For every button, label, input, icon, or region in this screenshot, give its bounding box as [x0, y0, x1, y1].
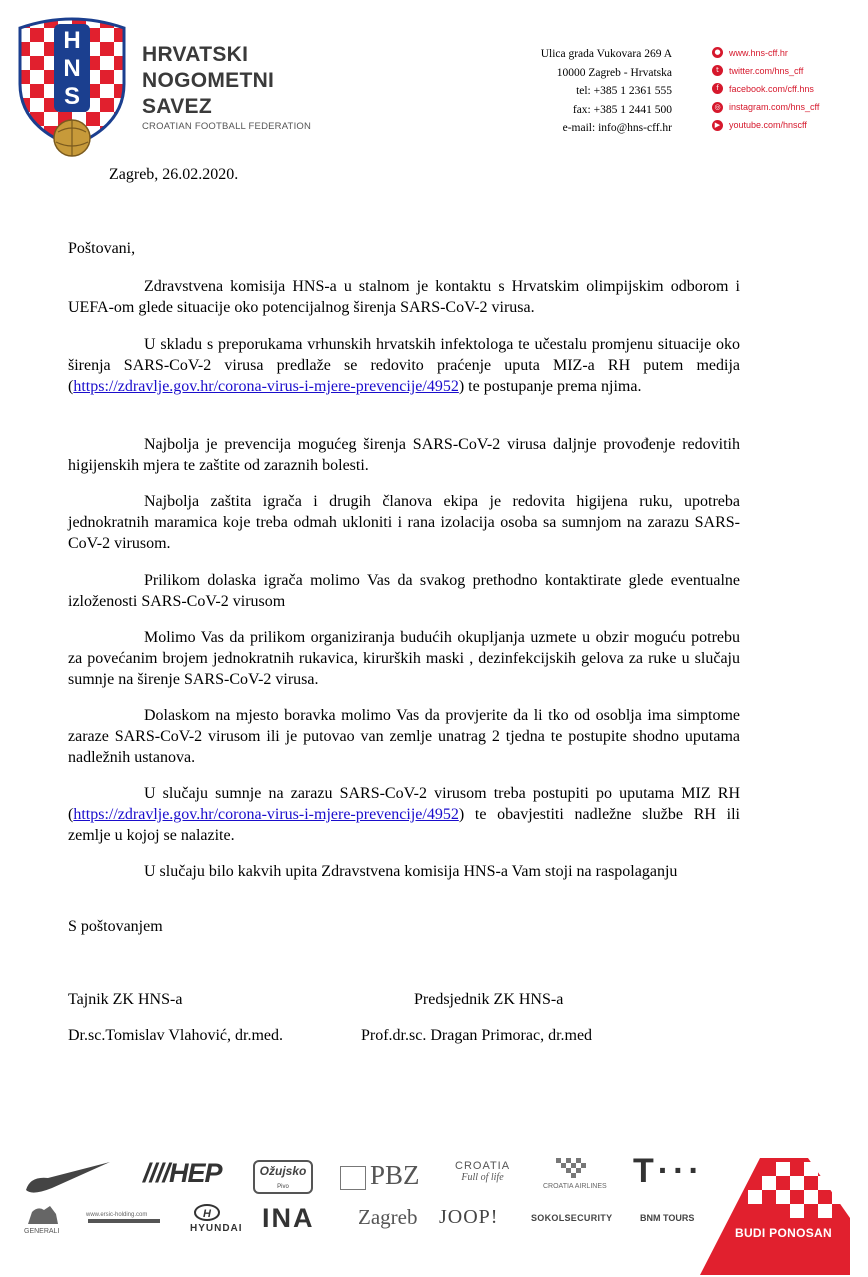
address-email[interactable]: e-mail: info@hns-cff.hr: [562, 122, 672, 134]
croatia-text: CROATIA: [455, 1160, 511, 1172]
paragraph-8-text: U slučaju sumnje na zarazu SARS-CoV-2 virusom treba postupiti po uputama MIZ RH (: [68, 785, 740, 823]
bnm-tours-logo: BNM TOURS: [640, 1213, 695, 1223]
zagreb-logo: Zagreb: [358, 1205, 418, 1229]
signatory-left-title: Tajnik ZK HNS-a: [68, 991, 183, 1008]
paragraph-2: [68, 334, 740, 397]
social-links: [712, 44, 819, 135]
address-street: Ulica grada Vukovara 269 A: [540, 48, 672, 60]
social-link-facebook[interactable]: [712, 80, 819, 97]
prevention-link[interactable]: https://zdravlje.gov.hr/corona-virus-i-mjere-prevencije/4952: [73, 378, 459, 395]
nike-swoosh-logo: [24, 1160, 112, 1194]
paragraph-7: Dolaskom na mjesto boravka molimo Vas da provjerite da li tko od osoblja ima simptome zaraze SARS-CoV-2 virusom ili je putovao van zemlje unatrag 2 tjedna te postupite shodno uputama nadležnih ustanova.: [68, 707, 740, 766]
pbz-text: PBZ: [370, 1160, 420, 1190]
letter-date: Zagreb, 26.02.2020.: [109, 166, 239, 183]
org-name: [142, 42, 274, 120]
instagram-icon: ◎: [712, 102, 723, 113]
budi-ponosan-text: BUDI PONOSAN: [735, 1226, 832, 1240]
pbz-logo: [340, 1160, 420, 1191]
social-link-text[interactable]: facebook.com/cff.hns: [729, 83, 814, 94]
address-tel: tel: +385 1 2361 555: [576, 85, 672, 97]
ozujsko-logo: [253, 1160, 313, 1194]
budi-ponosan-banner: [700, 1158, 850, 1275]
joop-logo: JOOP!: [439, 1206, 499, 1228]
pbz-mark-icon: [340, 1166, 366, 1190]
paragraph-2-text: U skladu s preporukama vrhunskih hrvatskih infektologa te učestalu promjenu situacije oko širenja SARS-CoV-2 virusa predlaže se redovito praćenje uputa MIZ-a RH putem medija (: [68, 336, 740, 395]
social-link-instagram[interactable]: [712, 99, 819, 116]
youtube-icon: ▶: [712, 120, 723, 131]
paragraph-8: [68, 783, 740, 846]
address-fax: fax: +385 1 2441 500: [572, 103, 672, 116]
address-block: [541, 45, 672, 138]
ersic-bar-icon: [88, 1219, 160, 1223]
ina-logo: INA: [262, 1203, 315, 1233]
paragraph-3: Najbolja je prevencija mogućeg širenja SARS-CoV-2 virusa daljnje provođenje redovitih higijenskih mjera te zaštite od zaraznih bolesti.: [68, 436, 740, 474]
social-link-youtube[interactable]: [712, 117, 819, 134]
hyundai-text: HYUNDAI: [190, 1223, 243, 1234]
social-link-text[interactable]: twitter.com/hns_cff: [729, 65, 804, 76]
social-link-twitter[interactable]: [712, 62, 819, 79]
social-link-text[interactable]: instagram.com/hns_cff: [729, 102, 820, 113]
generali-text: GENERALI: [24, 1228, 60, 1235]
ozujsko-text: Ožujsko: [259, 1164, 307, 1178]
logo-letter-h: H: [63, 27, 81, 54]
prevention-link-2[interactable]: https://zdravlje.gov.hr/corona-virus-i-mjere-prevencije/4952: [73, 806, 459, 823]
web-icon: ●: [712, 47, 723, 58]
social-link-web[interactable]: [712, 44, 819, 61]
croatia-tourism-logo: [455, 1160, 510, 1183]
paragraph-9: U slučaju bilo kakvih upita Zdravstvena komisija HNS-a Vam stoji na raspolaganju: [144, 863, 678, 880]
ersic-text: www.ersic-holding.com: [86, 1212, 148, 1218]
hns-logo: [16, 14, 128, 159]
org-name-line: HRVATSKI: [142, 43, 249, 66]
signatory-right-name: Prof.dr.sc. Dragan Primorac, dr.med: [361, 1027, 593, 1044]
paragraph-2-text-end: ) te postupanje prema njima.: [458, 378, 642, 395]
signatory-left-name: Dr.sc.Tomislav Vlahović, dr.med.: [68, 1027, 283, 1044]
croatia-airlines-text: CROATIA AIRLINES: [543, 1183, 607, 1190]
hep-text: HEP: [169, 1158, 222, 1188]
social-link-text[interactable]: youtube.com/hnscff: [729, 120, 807, 131]
telekom-logo: T···: [633, 1152, 704, 1190]
address-city: 10000 Zagreb - Hrvatska: [556, 66, 672, 79]
logo-letter-s: S: [63, 83, 81, 110]
hep-mark-icon: ////: [143, 1158, 170, 1188]
sokol-security-logo: SOKOLSECURITY: [531, 1213, 613, 1223]
hep-logo: [143, 1158, 222, 1189]
letter-closing: S poštovanjem: [68, 918, 163, 935]
croatia-sub-text: Full of life: [461, 1172, 504, 1183]
ozujsko-sub-text: Pivo: [277, 1184, 289, 1190]
paragraph-8-text-end: ) te obavjestiti nadležne službe RH ili zemlje u kojoj se nalazite.: [68, 806, 740, 844]
svg-text:H: H: [203, 1208, 211, 1220]
twitter-icon: t: [712, 65, 723, 76]
signatory-right-title: Predsjednik ZK HNS-a: [414, 991, 564, 1008]
hyundai-emblem-icon: [194, 1204, 220, 1221]
paragraph-1: Zdravstvena komisija HNS-a u stalnom je kontaktu s Hrvatskim olimpijskim odborom i UEFA-om glede situacije oko potencijalnog širenja SARS-CoV-2 virusa.: [68, 278, 740, 316]
org-subtitle: CROATIAN FOOTBALL FEDERATION: [142, 121, 312, 132]
logo-letter-n: N: [63, 55, 81, 82]
paragraph-4: Najbolja zaštita igrača i drugih članova ekipa je redovita higijena ruku, upotreba jednokratnih maramica koje treba odmah ukloniti i rana izolacija osoba sa sumnjom na zarazu SARS-CoV-2 virusom.: [68, 493, 740, 552]
paragraph-5: Prilikom dolaska igrača molimo Vas da svakog prethodno kontaktirate glede eventualne izloženosti SARS-CoV-2 virusom: [68, 572, 740, 610]
croatia-airlines-checker-icon: [552, 1158, 592, 1182]
org-name-line: NOGOMETNI: [142, 69, 275, 92]
facebook-icon: f: [712, 83, 723, 94]
org-name-line: SAVEZ: [142, 95, 212, 118]
social-link-text[interactable]: www.hns-cff.hr: [729, 47, 788, 58]
paragraph-6: Molimo Vas da prilikom organiziranja budućih okupljanja uzmete u obzir moguću potrebu za povećanim brojem jednokratnih rukavica, kirurških maski , dezinfekcijskih gelova za ruke u slučaju sumnje na širenje SARS-CoV-2 virusa.: [68, 629, 740, 688]
generali-lion-icon: [26, 1204, 60, 1226]
letter-greeting: Poštovani,: [68, 240, 136, 257]
